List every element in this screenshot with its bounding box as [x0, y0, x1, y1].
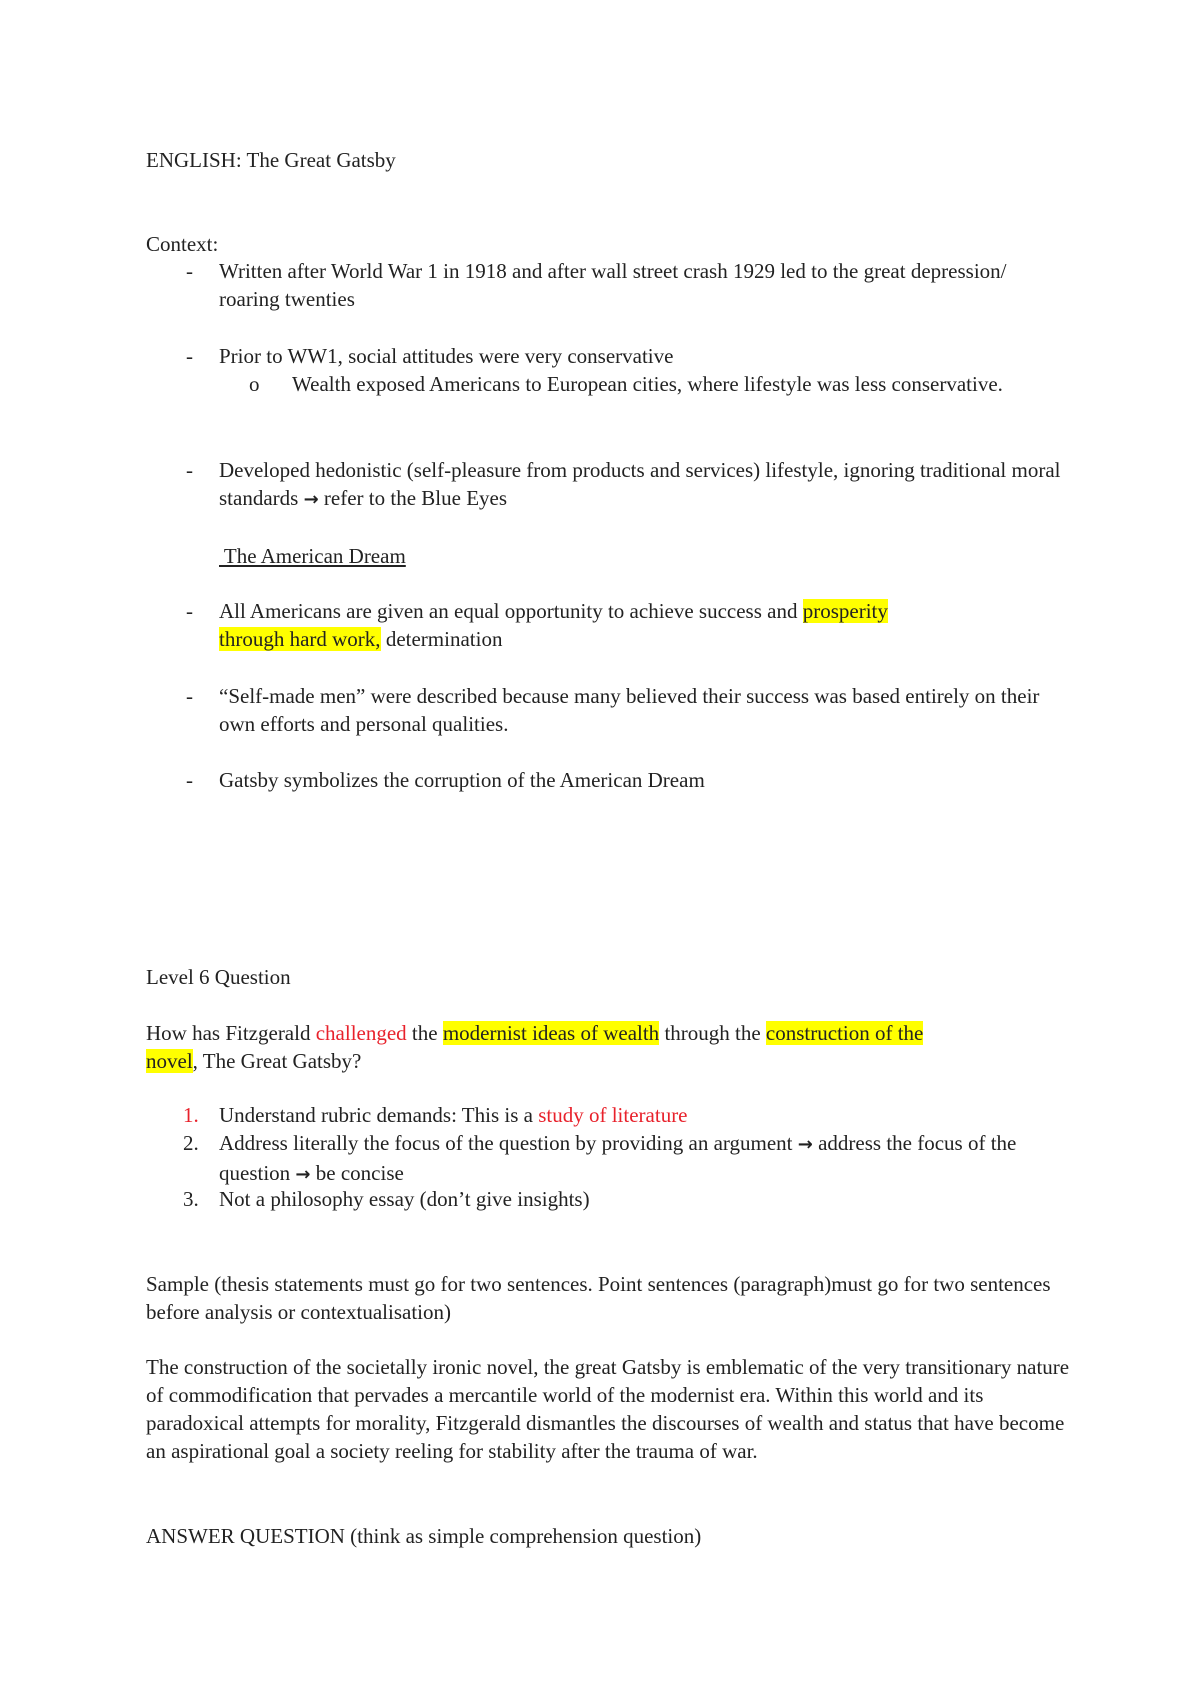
circle-bullet: o: [249, 372, 260, 396]
dash-bullet: -: [186, 684, 193, 708]
page-title: ENGLISH: The Great Gatsby: [146, 148, 396, 172]
sample-paragraph: The construction of the societally ironic novel, the great Gatsby is emblematic of the very transitionary nature of commodification that pervades a mercantile world of the modernist era. Within this world and its paradoxical attempts for morality, Fitzgerald dismantles the discourses of wealth and status that have become an aspirational goal a society reeling for stability after the trauma of war.: [146, 1355, 1070, 1463]
context-heading: Context:: [146, 232, 219, 256]
dash-bullet: -: [186, 768, 193, 792]
sample-intro: Sample (thesis statements must go for two sentences. Point sentences (paragraph)must go for two sentences before analysis or contextualisation): [146, 1272, 1051, 1324]
question-text: [146, 1019, 1076, 1075]
list-item-2-part-b: address the focus of the question: [219, 1131, 1017, 1185]
question-heading: Level 6 Question: [146, 965, 291, 989]
highlight-prosperity: prosperity: [802, 599, 888, 623]
question-list-item-2-text: [219, 1129, 1069, 1189]
context-item-1-text: Written after World War 1 in 1918 and after wall street crash 1929 led to the great depression/ roaring twenties: [219, 259, 1007, 311]
question-list-item-1-text: [219, 1101, 1069, 1129]
dash-bullet: -: [186, 344, 193, 368]
american-dream-heading-wrap: [219, 542, 619, 570]
question-red-challenged: challenged: [315, 1021, 407, 1045]
dash-bullet: -: [186, 259, 193, 283]
dream-item-3-text: Gatsby symbolizes the corruption of the American Dream: [219, 768, 705, 792]
list-item-1-part-a: Understand rubric demands: This is a: [219, 1103, 539, 1127]
list-item-1-red: study of literature: [538, 1103, 688, 1127]
right-arrow-icon: →: [295, 1164, 311, 1185]
question-list-item-3-text: Not a philosophy essay (don’t give insights): [219, 1187, 590, 1211]
dream-item-1-text: [219, 597, 1069, 653]
right-arrow-icon: →: [303, 489, 319, 510]
highlight-modernist-ideas: modernist ideas of wealth: [442, 1021, 660, 1045]
list-item-2-part-a: Address literally the focus of the question by providing an argument: [219, 1131, 793, 1155]
list-item-2-part-c: be concise: [315, 1161, 404, 1185]
context-item-3-part-b: refer to the Blue Eyes: [323, 486, 508, 510]
highlight-novel: novel: [146, 1049, 193, 1073]
question-part-d: , The Great Gatsby?: [192, 1049, 362, 1073]
context-item-3-part-a: Developed hedonistic (self-pleasure from products and services) lifestyle, ignoring traditional moral standards: [219, 458, 1061, 510]
context-item-3-text: [219, 456, 1069, 514]
dream-item-2-text: “Self-made men” were described because many believed their success was based entirely on their own efforts and personal qualities.: [219, 684, 1040, 736]
dream-item-1-part-b: determination: [380, 627, 503, 651]
list-number: 1.: [183, 1103, 199, 1127]
highlight-hard-work: through hard work,: [219, 627, 381, 651]
question-part-c: through the: [659, 1021, 766, 1045]
question-part-a: How has Fitzgerald: [146, 1021, 316, 1045]
right-arrow-icon: →: [797, 1134, 813, 1155]
american-dream-heading: The American Dream: [219, 544, 406, 568]
context-subitem-1-text: Wealth exposed Americans to European cities, where lifestyle was less conservative.: [292, 372, 1003, 396]
list-number: 2.: [183, 1131, 199, 1155]
dash-bullet: -: [186, 458, 193, 482]
context-item-2-text: Prior to WW1, social attitudes were very conservative: [219, 344, 674, 368]
question-part-b: the: [406, 1021, 443, 1045]
dream-item-1-part-a: All Americans are given an equal opportunity to achieve success and: [219, 599, 803, 623]
dash-bullet: -: [186, 599, 193, 623]
list-number: 3.: [183, 1187, 199, 1211]
answer-question-line: ANSWER QUESTION (think as simple comprehension question): [146, 1524, 702, 1548]
highlight-construction: construction of the: [765, 1021, 924, 1045]
